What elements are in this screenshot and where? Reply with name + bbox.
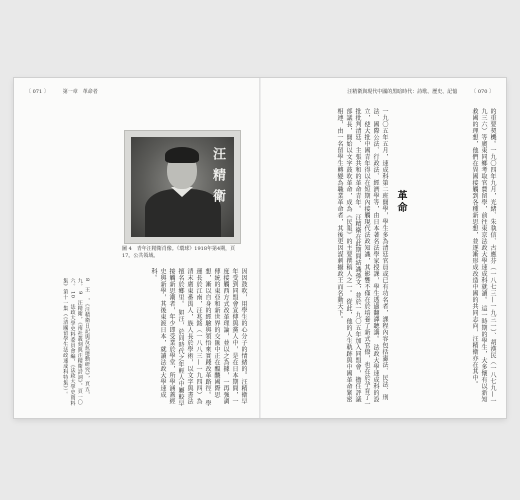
right-header-title: 汪精衛與現代中國的黑暗時代：詩歌、歷史、記憶 xyxy=(347,89,458,95)
footnote: 9 汪精衛，《南社叢刻與汪精衛詩詞》，頁一〇六。 xyxy=(69,278,83,406)
section-paragraph: 一九〇五年五月，速成科第二班開學，學生多為清廷官員或已有功名者，課程內容包括憲法、民法、刑法、國際公法、行政法、經濟學等，由日本著名法學家授課，學生透過翻譯聽講。 xyxy=(372,108,388,401)
footnote: 10 法政大學史料委員會編，《法政大學史資料集》第十一集（《清國留學生法政速成科特集》）。 xyxy=(62,278,76,406)
footnote: 8 王 ，《汪精衛日記與反抗運動研究》，頁五，九。 xyxy=(76,278,90,398)
portrait-photo xyxy=(124,130,241,244)
right-page xyxy=(261,78,506,418)
right-page-header xyxy=(347,88,494,95)
left-body-paragraph: 如汪，於同時代之年輕人中屬較早接觸新思潮者，年少即受業於學堂，所學涵蓋經史與新學，其後東渡日本，就讀法政大學速成科。 xyxy=(150,268,184,407)
left-body-paragraph: 學運長於江南，汪兆銘（一八八三—一九四四）為清末廣東番禺人，族人長於學術，以文字與書法擅名於鄉里。 xyxy=(177,268,211,407)
right-section-text xyxy=(271,108,389,408)
photo-signature: 汪精衛 xyxy=(210,147,225,210)
left-body-text xyxy=(124,268,248,408)
footnotes xyxy=(26,278,90,408)
right-intro-text xyxy=(411,108,497,408)
portrait-hair xyxy=(165,147,199,163)
left-page xyxy=(14,78,259,418)
section-paragraph: 從此，他的人生軌跡與中國革命緊密相連，由一名留學生轉變為職業革命者，其後更因謀刺攝政王而名動天下。 xyxy=(336,108,352,403)
section-heading: 革命 xyxy=(395,190,406,214)
left-body-paragraph: 因因鼓吹，用學生的心分子的情緒的。汪精衛早年受到同盟會宣傳與黨人中，是在日本期間，一度接觸西方式改革理論，並以之為據，一再強調傳統的東亞和新世界的交匯中正在醞釀國際思想，漸以自身的經驗與領悟來實踐改革路徑。 xyxy=(204,268,247,405)
section-paragraph: 汪精衛在此期間結識孫文，並於一九〇五年加入同盟會，擔任評議部議長，開始以文字鼓吹革命，成為《民報》的主要撰稿人之一。 xyxy=(345,108,361,403)
section-paragraph: 法政大學速成科的設立，使大批中國青年得以在短期內接觸現代法政知識，其影響不僅在於培養了新式官僚，也在於孕育了一批批判清廷、主張共和的革命青年。 xyxy=(354,108,379,407)
left-page-number: 〔 071 〕 xyxy=(26,89,49,95)
intro-paragraph: 的重要契機。一九〇四年九月，光緒、朱執信、古應芬（一八七三—一九三一）、胡漢民（一八七九—一九三六）等廣東同鄉考取官費留學，前往東京法政大學速成科就讀。 xyxy=(480,108,496,404)
intro-paragraph: 這一時期的學生，大多懷有以新知救國的理想，他們在異國接觸到各種新思想，並逐漸形成改造中國的共同志向，汪精衛亦在其中。 xyxy=(471,108,487,403)
book-spread xyxy=(14,78,506,418)
right-page-number: 〔 070 〕 xyxy=(471,89,494,95)
left-header-title: 第一章 革命者 xyxy=(62,89,98,95)
photo-background xyxy=(131,137,234,237)
figure-caption: 圖 4 青年汪精衛肖像。《環球》1918年第4期，頁 17。公共領域。 xyxy=(122,246,236,260)
left-page-header xyxy=(26,88,98,95)
